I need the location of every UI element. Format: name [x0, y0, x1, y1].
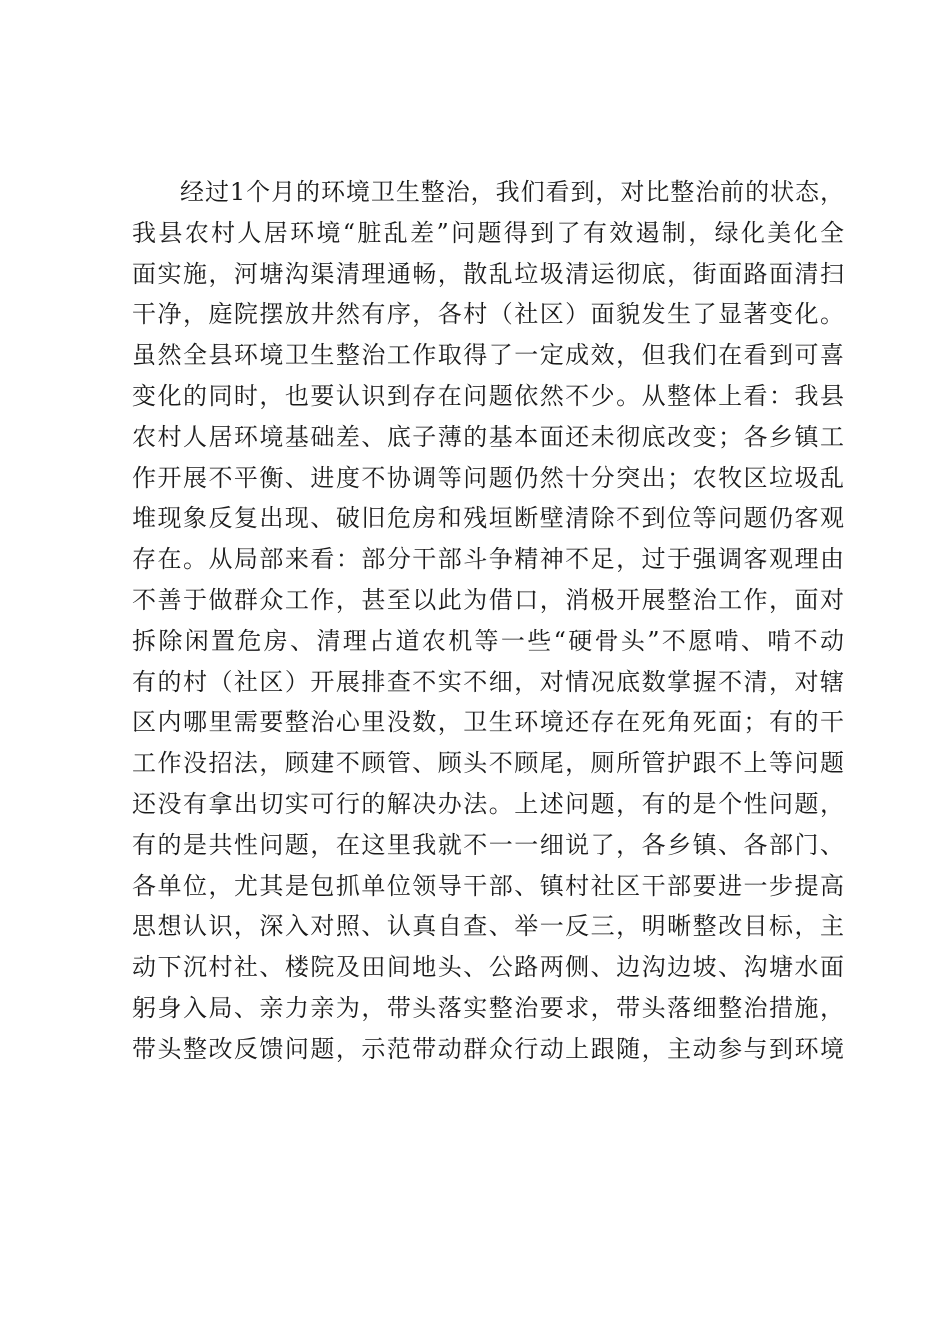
text-line-16: 还没有拿出切实可行的解决办法。上述问题，有的是个性问题， — [132, 789, 844, 818]
text-line-20: 动下沉村社、楼院及田间地头、公路两侧、边沟边坡、沟塘水面 — [132, 953, 844, 982]
text-line-8: 作开展不平衡、进度不协调等问题仍然十分突出；农牧区垃圾乱 — [132, 463, 844, 492]
text-line-22: 带头整改反馈问题，示范带动群众行动上跟随，主动参与到环境 — [132, 1034, 844, 1063]
text-line-10: 存在。从局部来看：部分干部斗争精神不足，过于强调客观理由 — [132, 545, 844, 574]
body-paragraph — [132, 172, 844, 1070]
text-line-14: 区内哪里需要整治心里没数，卫生环境还存在死角死面；有的干 — [132, 708, 844, 737]
text-line-13: 有的村（社区）开展排查不实不细，对情况底数掌握不清，对辖 — [132, 667, 844, 696]
text-line-17: 有的是共性问题，在这里我就不一一细说了，各乡镇、各部门、 — [132, 830, 844, 859]
text-line-18: 各单位，尤其是包抓单位领导干部、镇村社区干部要进一步提高 — [132, 871, 844, 900]
text-line-11: 不善于做群众工作，甚至以此为借口，消极开展整治工作，面对 — [132, 585, 844, 614]
text-line-9: 堆现象反复出现、破旧危房和残垣断壁清除不到位等问题仍客观 — [132, 504, 844, 533]
text-line-1: 经过1个月的环境卫生整治，我们看到，对比整治前的状态， — [180, 178, 844, 206]
text-line-19: 思想认识，深入对照、认真自查、举一反三，明晰整改目标，主 — [132, 912, 844, 941]
text-line-21: 躬身入局、亲力亲为，带头落实整治要求，带头落细整治措施， — [132, 993, 844, 1022]
text-line-4: 干净，庭院摆放井然有序，各村（社区）面貌发生了显著变化。 — [132, 300, 844, 329]
text-line-3: 面实施，河塘沟渠清理通畅，散乱垃圾清运彻底，街面路面清扫 — [132, 259, 844, 288]
text-line-5: 虽然全县环境卫生整治工作取得了一定成效，但我们在看到可喜 — [132, 341, 844, 370]
text-line-6: 变化的同时，也要认识到存在问题依然不少。从整体上看：我县 — [132, 381, 844, 410]
text-line-12: 拆除闲置危房、清理占道农机等一些“硬骨头”不愿啃、啃不动 — [132, 626, 844, 655]
text-line-15: 工作没招法，顾建不顾管、顾头不顾尾，厕所管护跟不上等问题 — [132, 749, 844, 778]
text-line-2: 我县农村人居环境“脏乱差”问题得到了有效遏制，绿化美化全 — [132, 218, 844, 247]
text-line-7: 农村人居环境基础差、底子薄的基本面还未彻底改变；各乡镇工 — [132, 422, 844, 451]
